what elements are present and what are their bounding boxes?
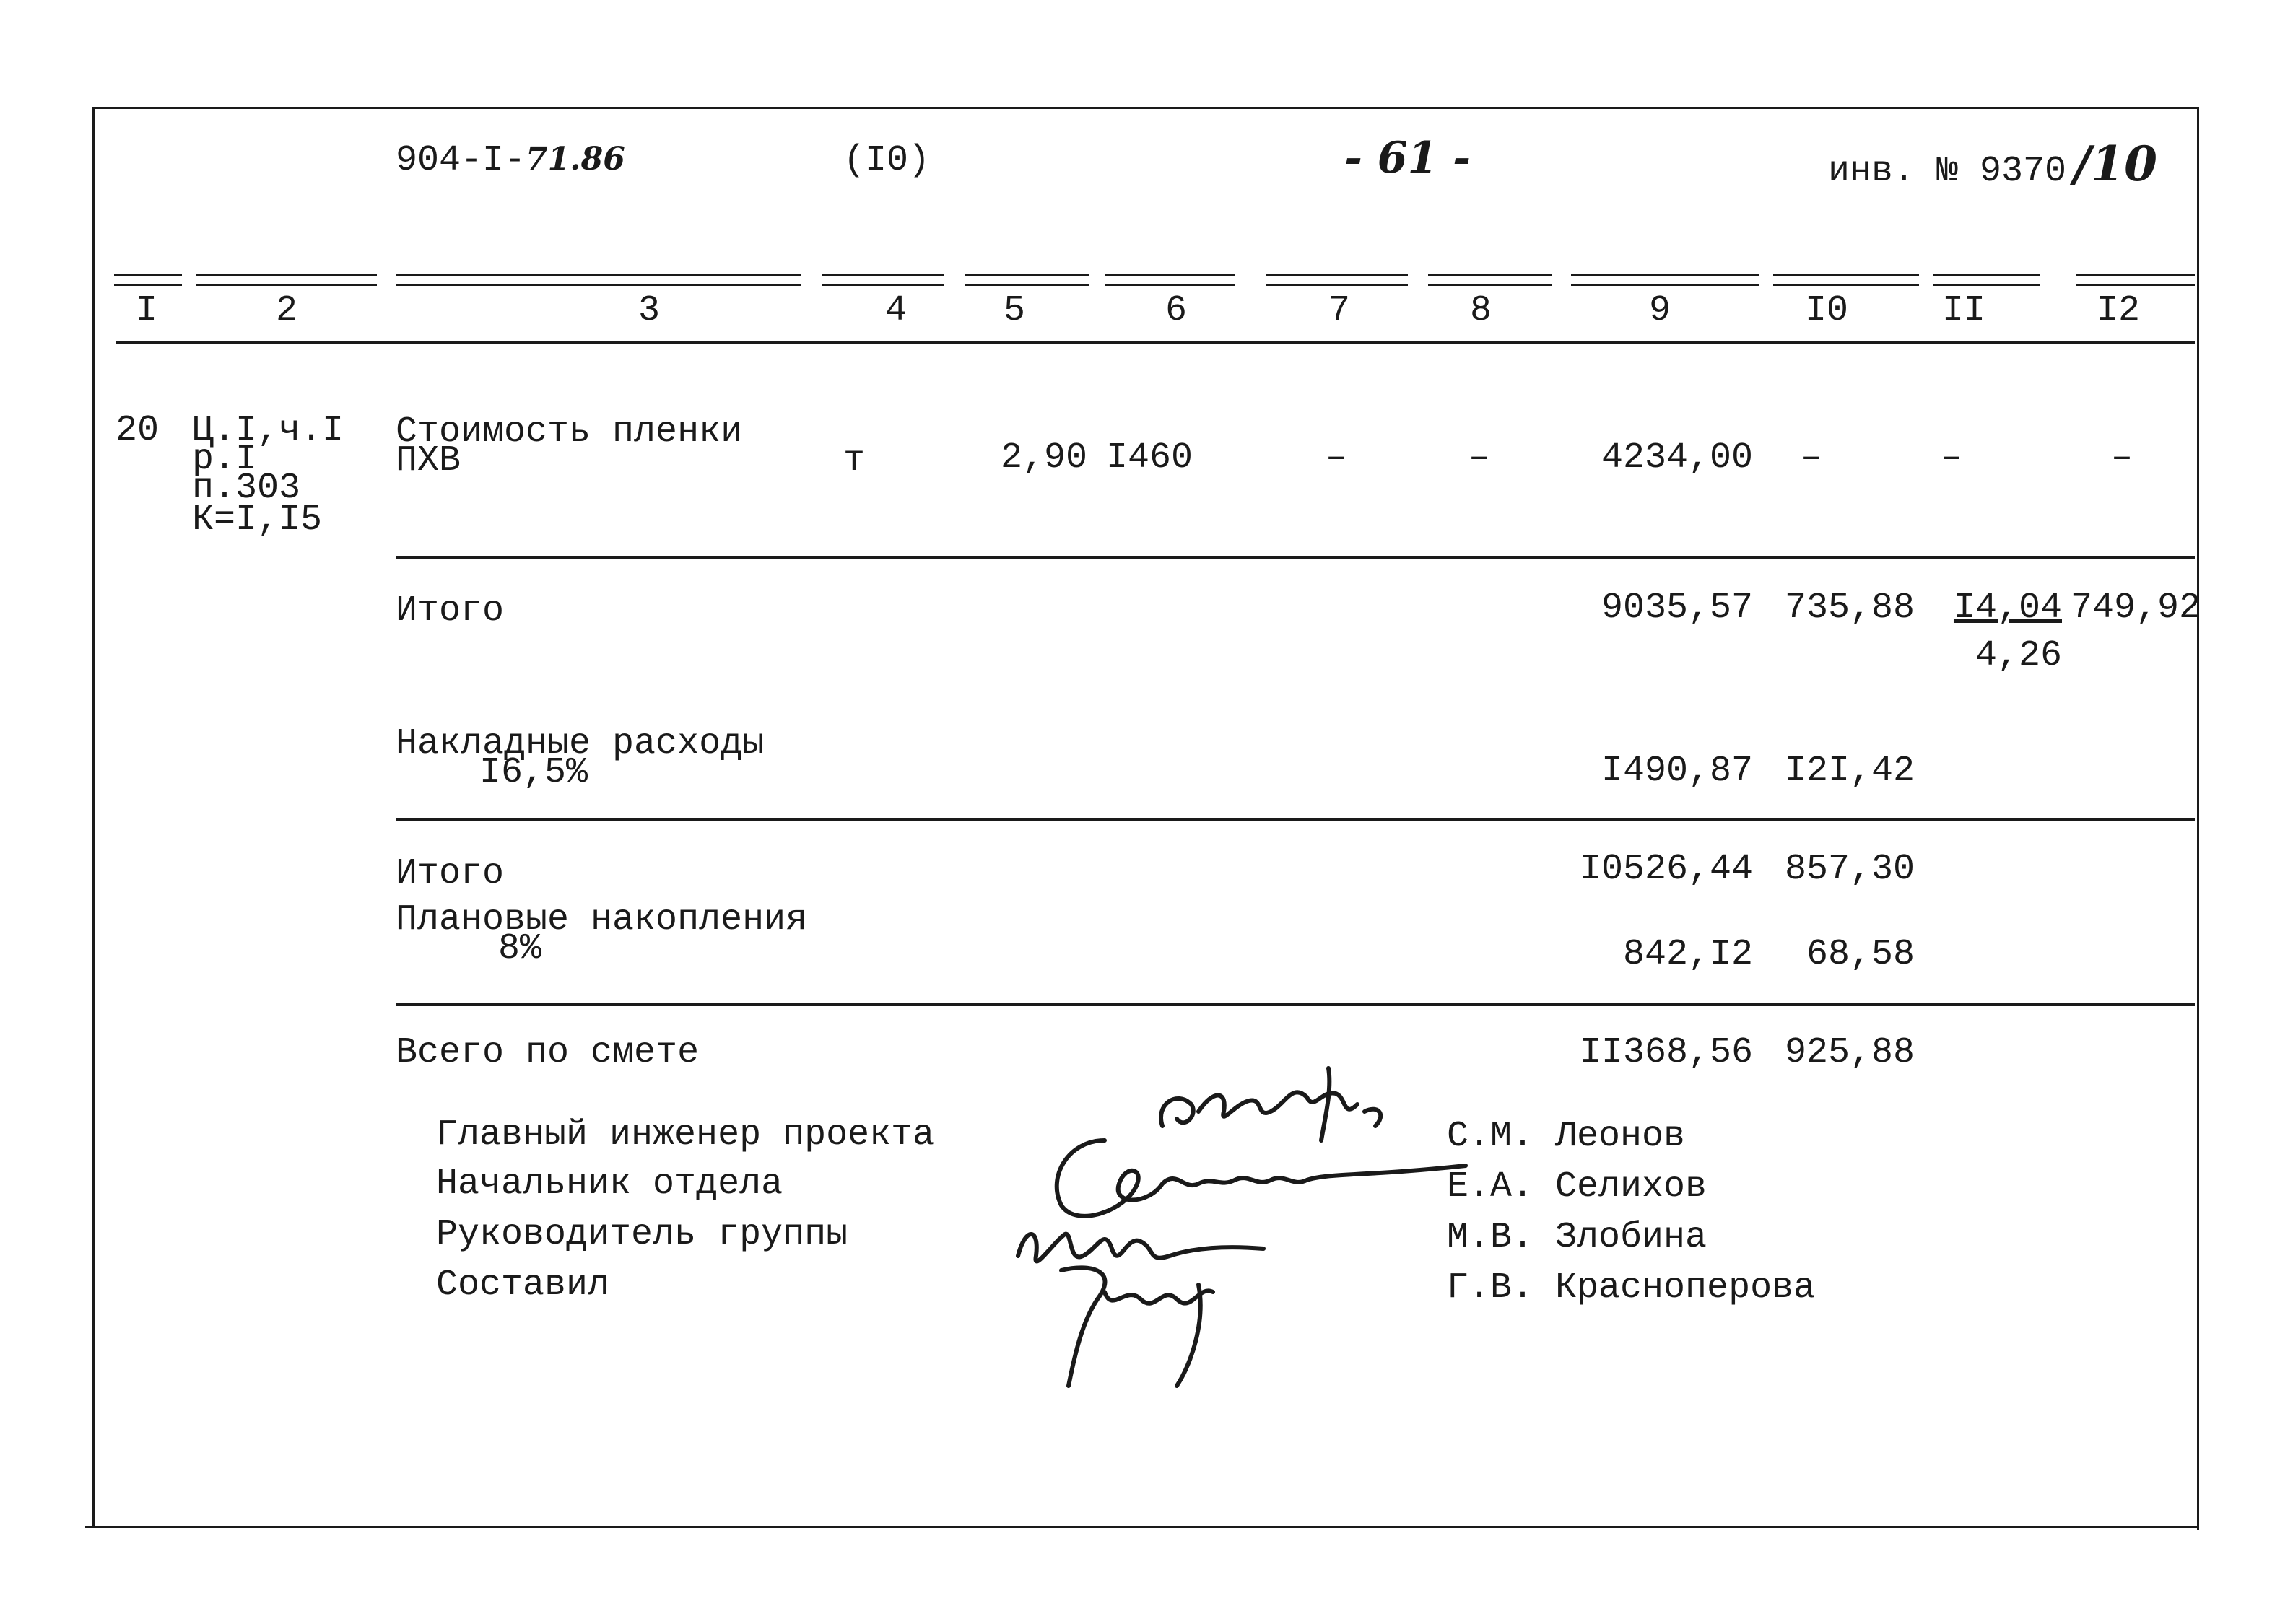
inventory-number: инв. № 9370 /10	[1828, 136, 2158, 192]
col-head-5: 5	[1004, 290, 1026, 331]
total-c10: 925,88	[1784, 1032, 1915, 1073]
total-c9: II368,56	[1579, 1032, 1753, 1073]
signatory-name-1: С.М. Леонов	[1447, 1116, 1686, 1157]
col-rule-9	[1571, 274, 1759, 286]
row20-unit: т	[843, 440, 866, 481]
col-head-7: 7	[1328, 290, 1351, 331]
itogo1-c12: 749,92	[2070, 588, 2201, 629]
col-rule-1	[114, 274, 182, 286]
itogo2-c9: I0526,44	[1579, 849, 1753, 890]
row20-ref-2: р.I	[192, 439, 258, 480]
header-rule	[116, 341, 2195, 344]
itogo1-c10: 735,88	[1784, 588, 1915, 629]
doc-part: (I0)	[843, 140, 931, 181]
col-head-9: 9	[1649, 290, 1671, 331]
row20-price: I460	[1106, 437, 1193, 479]
row20-c10: –	[1801, 437, 1823, 479]
itogo2-c10: 857,30	[1784, 849, 1915, 890]
col-rule-11	[1933, 274, 2040, 286]
col-head-3: 3	[638, 290, 661, 331]
row20-ref-4: К=I,I5	[192, 499, 323, 541]
itogo1-c11-bottom: 4,26	[1975, 635, 2062, 676]
row20-name-1: Стоимость пленки	[396, 411, 743, 453]
planned-rate: 8%	[498, 928, 542, 969]
signatory-role-2: Начальник отдела	[436, 1164, 783, 1205]
col-head-1: I	[136, 290, 158, 331]
row20-c8: –	[1468, 437, 1491, 479]
col-rule-10	[1773, 274, 1919, 286]
total-label: Всего по смете	[396, 1032, 700, 1073]
row20-c12: –	[2111, 437, 2133, 479]
col-rule-2	[196, 274, 377, 286]
col-rule-4	[822, 274, 944, 286]
row20-qty: 2,90	[1001, 437, 1088, 479]
row-rule-3	[396, 1003, 2195, 1006]
col-head-2: 2	[276, 290, 298, 331]
row20-ref-3: п.303	[192, 468, 301, 509]
row20-ref-1: Ц.I,ч.I	[192, 410, 344, 451]
planned-label: Плановые накопления	[396, 899, 808, 940]
col-head-6: 6	[1165, 290, 1188, 331]
row-rule-2	[396, 818, 2195, 821]
col-rule-12	[2076, 274, 2195, 286]
signatory-role-3: Руководитель группы	[436, 1214, 848, 1255]
doc-code: 904-I-71.86	[396, 140, 625, 181]
signatory-role-1: Главный инженер проекта	[436, 1114, 935, 1156]
signatory-name-4: Г.В. Красноперова	[1447, 1267, 1816, 1309]
frame-left	[92, 107, 95, 1527]
col-rule-6	[1105, 274, 1235, 286]
overhead-c10: I2I,42	[1784, 751, 1915, 792]
col-head-12: I2	[2097, 290, 2141, 331]
frame-right	[2197, 107, 2199, 1530]
row20-name-2: ПХВ	[396, 440, 461, 481]
col-head-4: 4	[885, 290, 908, 331]
signature-krasnoperova	[1032, 1256, 1263, 1393]
page-number: - 61 -	[1344, 133, 1471, 183]
overhead-label: Накладные расходы	[396, 723, 765, 764]
col-head-11: II	[1942, 290, 1986, 331]
col-rule-5	[965, 274, 1089, 286]
col-rule-3	[396, 274, 801, 286]
row20-c7: –	[1326, 437, 1348, 479]
itogo1-label: Итого	[396, 590, 505, 632]
row20-c11: –	[1941, 437, 1963, 479]
col-rule-7	[1266, 274, 1408, 286]
row-rule-1	[396, 556, 2195, 559]
planned-c10: 68,58	[1806, 934, 1915, 975]
col-head-10: I0	[1805, 290, 1849, 331]
frame-top	[92, 107, 2199, 109]
overhead-rate: I6,5%	[479, 752, 588, 793]
itogo1-c11-top: I4,04	[1953, 588, 2062, 629]
signatory-name-3: М.В. Злобина	[1447, 1217, 1707, 1258]
signatory-role-4: Составил	[436, 1265, 610, 1306]
row20-total: 4234,00	[1601, 437, 1753, 479]
frame-bottom	[85, 1526, 2199, 1528]
overhead-c9: I490,87	[1601, 751, 1753, 792]
signatory-name-2: Е.А. Селихов	[1447, 1166, 1707, 1208]
itogo1-c9: 9035,57	[1601, 588, 1753, 629]
planned-c9: 842,I2	[1622, 934, 1753, 975]
itogo2-label: Итого	[396, 853, 505, 894]
col-head-8: 8	[1470, 290, 1492, 331]
row20-num: 20	[116, 410, 160, 451]
col-rule-8	[1428, 274, 1552, 286]
